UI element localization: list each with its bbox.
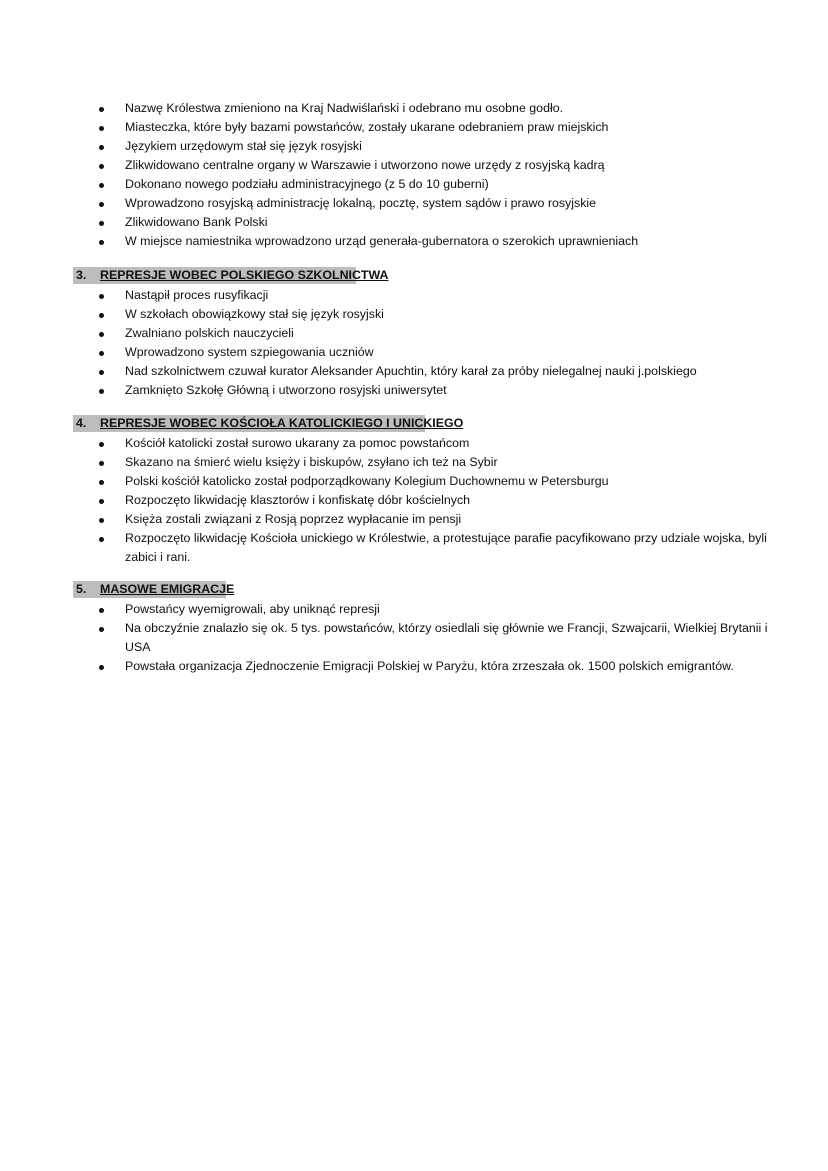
list-item: Powstała organizacja Zjednoczenie Emigracji Polskiej w Paryżu, która zrzeszała ok. 1500 polskich emigrantów. (0, 657, 828, 676)
section-title: MASOWE EMIGRACJE (100, 582, 235, 596)
administrative-repressions-list (0, 99, 828, 251)
bullet-icon (99, 240, 104, 245)
section-title: REPRESJE WOBEC POLSKIEGO SZKOLNICTWA (100, 268, 389, 282)
section-list (0, 600, 828, 676)
list-item: Nad szkolnictwem czuwał kurator Aleksander Apuchtin, który karał za próby nielegalnej nauki j.polskiego (0, 362, 828, 381)
section-list (0, 434, 828, 567)
list-item: Polski kościół katolicko został podporządkowany Kolegium Duchownemu w Petersburgu (0, 472, 828, 491)
bullet-icon (99, 183, 104, 188)
section-school-repressions (0, 266, 828, 400)
section-heading (0, 414, 828, 433)
list-item: Wprowadzono system szpiegowania uczniów (0, 343, 828, 362)
list-item: Dokonano nowego podziału administracyjnego (z 5 do 10 guberni) (0, 175, 828, 194)
bullet-icon (99, 499, 104, 504)
list-item: Rozpoczęto likwidację klasztorów i konfiskatę dóbr kościelnych (0, 491, 828, 510)
list-item: Kościół katolicki został surowo ukarany za pomoc powstańcom (0, 434, 828, 453)
bullet-icon (99, 313, 104, 318)
section-number: 5. (76, 582, 87, 596)
list-item: Językiem urzędowym stał się język rosyjski (0, 137, 828, 156)
bullet-icon (99, 518, 104, 523)
list-item: W miejsce namiestnika wprowadzono urząd generała-gubernatora o szerokich uprawnieniach (0, 232, 828, 251)
bullet-icon (99, 442, 104, 447)
list-item: Wprowadzono rosyjską administrację lokalną, pocztę, system sądów i prawo rosyjskie (0, 194, 828, 213)
section-church-repressions (0, 414, 828, 567)
bullet-icon (99, 202, 104, 207)
list-item: Rozpoczęto likwidację Kościoła unickiego w Królestwie, a protestujące parafie pacyfikowano przy udziale wojska, byli zabici i rani. (0, 529, 828, 567)
list-item: Księża zostali związani z Rosją poprzez wypłacanie im pensji (0, 510, 828, 529)
bullet-icon (99, 480, 104, 485)
section-mass-emigration (0, 580, 828, 676)
section-number: 4. (76, 416, 87, 430)
list-item: Nastąpił proces rusyfikacji (0, 286, 828, 305)
list-item: Miasteczka, które były bazami powstańców, zostały ukarane odebraniem praw miejskich (0, 118, 828, 137)
list-item: Nazwę Królestwa zmieniono na Kraj Nadwiślański i odebrano mu osobne godło. (0, 99, 828, 118)
section-title: REPRESJE WOBEC KOŚCIOŁA KATOLICKIEGO I UNICKIEGO (100, 416, 464, 430)
list-item: Skazano na śmierć wielu księży i biskupów, zsyłano ich też na Sybir (0, 453, 828, 472)
section-heading (0, 266, 828, 285)
list-item: Zlikwidowano centralne organy w Warszawie i utworzono nowe urzędy z rosyjską kadrą (0, 156, 828, 175)
section-list (0, 286, 828, 400)
list-item: W szkołach obowiązkowy stał się język rosyjski (0, 305, 828, 324)
list-item: Zamknięto Szkołę Główną i utworzono rosyjski uniwersytet (0, 381, 828, 400)
list-item: Zlikwidowano Bank Polski (0, 213, 828, 232)
bullet-icon (99, 537, 104, 542)
list-item: Na obczyźnie znalazło się ok. 5 tys. powstańców, którzy osiedlali się głównie we Francji, Szwajcarii, Wielkiej Brytanii i USA (0, 619, 828, 657)
section-number: 3. (76, 268, 87, 282)
bullet-icon (99, 351, 104, 356)
bullet-icon (99, 294, 104, 299)
bullet-icon (99, 221, 104, 226)
bullet-icon (99, 145, 104, 150)
bullet-icon (99, 164, 104, 169)
bullet-icon (99, 389, 104, 394)
bullet-icon (99, 370, 104, 375)
list-item: Zwalniano polskich nauczycieli (0, 324, 828, 343)
bullet-icon (99, 332, 104, 337)
bullet-icon (99, 107, 104, 112)
bullet-icon (99, 461, 104, 466)
list-item: Powstańcy wyemigrowali, aby uniknąć represji (0, 600, 828, 619)
bullet-icon (99, 126, 104, 131)
bullet-icon (99, 665, 104, 670)
section-heading (0, 580, 828, 599)
bullet-icon (99, 627, 104, 632)
bullet-icon (99, 608, 104, 613)
